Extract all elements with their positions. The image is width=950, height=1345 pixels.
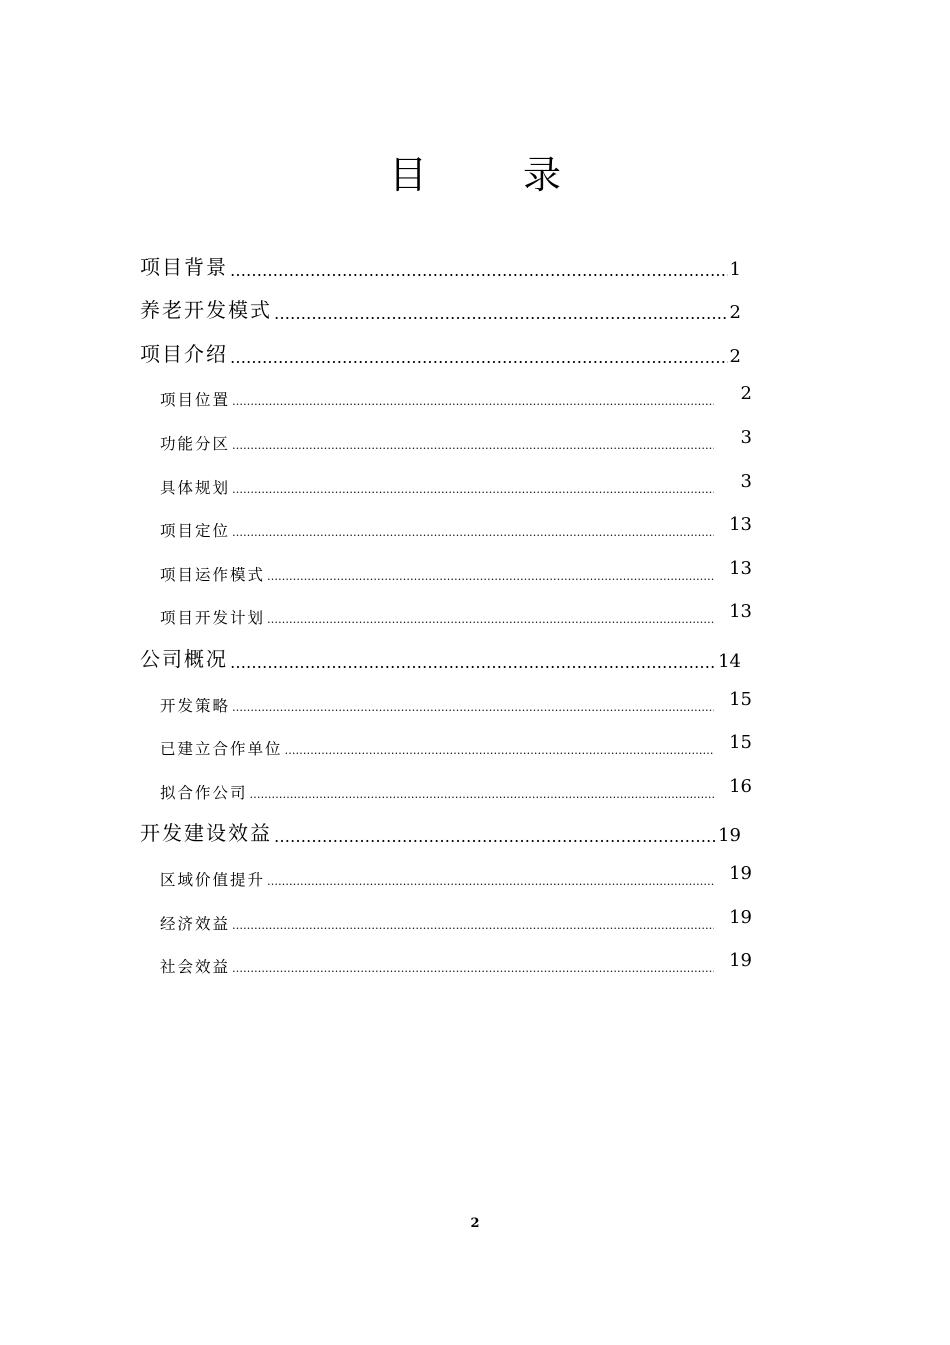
toc-entry-page-number: 2	[729, 302, 741, 324]
toc-entry-label: 项目位置	[160, 391, 231, 410]
page-number: 2	[470, 1216, 480, 1231]
toc-entry-label: 公司概况	[140, 646, 228, 671]
toc-dot-leader	[230, 348, 728, 367]
toc-entry-page-number: 19	[718, 825, 741, 847]
toc-dot-leader	[232, 483, 714, 498]
toc-entry-label: 开发建设效益	[140, 821, 272, 846]
toc-entry-page-number: 19	[729, 906, 752, 928]
toc-entry-label: 养老开发模式	[140, 298, 272, 323]
toc-entry-subsection[interactable]	[140, 854, 752, 898]
toc-dot-leader	[267, 570, 714, 585]
toc-entry-page-number: 13	[729, 557, 752, 579]
toc-entry-label: 功能分区	[160, 434, 231, 453]
toc-entry-subsection[interactable]	[140, 767, 752, 811]
toc-entry-subsection[interactable]	[140, 680, 752, 724]
toc-entry-page-number: 16	[729, 775, 752, 797]
toc-entry-page-number: 14	[718, 650, 741, 672]
toc-entry-subsection[interactable]	[140, 898, 752, 942]
toc-dot-leader	[250, 788, 714, 803]
toc-dot-leader	[267, 613, 714, 628]
toc-entry-page-number: 13	[729, 514, 752, 536]
toc-dot-leader	[232, 395, 714, 410]
toc-entry-subsection[interactable]	[140, 462, 752, 506]
toc-entry-subsection[interactable]	[140, 549, 752, 593]
toc-entry-label: 项目定位	[160, 522, 231, 541]
toc-dot-leader	[232, 526, 714, 541]
toc-entry-label: 项目开发计划	[160, 609, 266, 628]
toc-entry-label: 拟合作公司	[160, 783, 248, 802]
toc-dot-leader	[285, 744, 714, 759]
toc-dot-leader	[267, 875, 714, 890]
toc-dot-leader	[232, 962, 714, 977]
toc-entry-label: 已建立合作单位	[160, 740, 283, 759]
toc-dot-leader	[232, 439, 714, 454]
toc-entry-page-number: 1	[729, 258, 741, 280]
toc-entry-label: 项目背景	[140, 254, 228, 279]
toc-entry-page-number: 13	[729, 601, 752, 623]
toc-entry-page-number: 19	[729, 862, 752, 884]
toc-entry-label: 项目运作模式	[160, 565, 266, 584]
toc-entry-section[interactable]	[140, 331, 741, 375]
toc-entry-page-number: 15	[729, 732, 752, 754]
toc-dot-leader	[232, 919, 714, 934]
toc-entry-section[interactable]	[140, 636, 741, 680]
toc-entry-label: 区域价值提升	[160, 870, 266, 889]
toc-entry-page-number: 2	[729, 345, 741, 367]
toc-entry-label: 经济效益	[160, 914, 231, 933]
table-of-contents	[140, 244, 760, 985]
toc-entry-subsection[interactable]	[140, 593, 752, 637]
toc-entry-section[interactable]	[140, 288, 741, 332]
toc-dot-leader	[232, 701, 714, 716]
toc-dot-leader	[230, 653, 716, 672]
toc-entry-page-number: 3	[740, 470, 752, 492]
toc-dot-leader	[274, 827, 716, 846]
toc-entry-subsection[interactable]	[140, 724, 752, 768]
toc-entry-section[interactable]	[140, 244, 741, 288]
toc-entry-subsection[interactable]	[140, 375, 752, 419]
toc-entry-label: 社会效益	[160, 958, 231, 977]
toc-entry-subsection[interactable]	[140, 506, 752, 550]
toc-entry-subsection[interactable]	[140, 418, 752, 462]
toc-entry-label: 开发策略	[160, 696, 231, 715]
toc-dot-leader	[274, 304, 728, 323]
toc-entry-label: 具体规划	[160, 478, 231, 497]
toc-entry-page-number: 3	[740, 426, 752, 448]
toc-entry-page-number: 2	[740, 383, 752, 405]
toc-dot-leader	[230, 261, 728, 280]
toc-entry-subsection[interactable]	[140, 942, 752, 986]
toc-entry-section[interactable]	[140, 811, 741, 855]
toc-entry-page-number: 15	[729, 688, 752, 710]
toc-entry-page-number: 19	[729, 950, 752, 972]
page-title: 目 录	[388, 153, 604, 197]
toc-entry-label: 项目介绍	[140, 341, 228, 366]
